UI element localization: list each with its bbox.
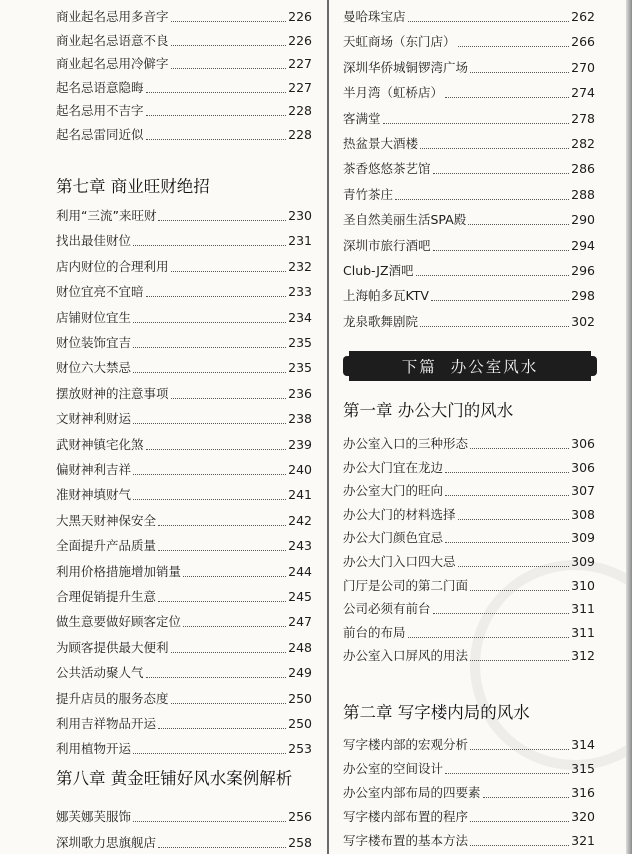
banner-right-cap (589, 356, 597, 376)
toc-entry-title: 偏财神利吉祥 (56, 462, 132, 477)
toc-entry-page: 290 (571, 212, 595, 228)
banner-bar (349, 351, 591, 381)
toc-entry-title: 起名忌语意隐晦 (56, 79, 144, 95)
dot-leader (483, 797, 570, 798)
dot-leader (146, 449, 287, 450)
dot-leader (133, 322, 286, 323)
toc-entry-page: 286 (571, 161, 595, 177)
toc-entry (56, 306, 312, 326)
toc-entry-title: 商业起名忌用冷僻字 (56, 56, 169, 72)
toc-entry-title: Club-JZ酒吧 (343, 263, 414, 278)
toc-entry-page: 311 (571, 624, 595, 640)
toc-entry-page: 294 (571, 237, 595, 253)
dot-leader (171, 45, 287, 46)
toc-entry-title: 客满堂 (343, 110, 381, 126)
toc-entry-page: 250 (288, 690, 312, 706)
toc-entry-title: 利用价格措施增加销量 (56, 563, 182, 579)
dot-leader (171, 703, 287, 704)
toc-entry-title: 商业起名忌用多音字 (56, 9, 169, 24)
dot-leader (458, 46, 570, 47)
toc-entry-page: 266 (571, 34, 595, 50)
toc-entry (56, 331, 312, 351)
toc-entry (343, 284, 595, 304)
toc-entry-title: 武财神镇宅化煞 (56, 436, 144, 452)
dot-leader (171, 398, 287, 399)
toc-entry-title: 起名忌用不吉字 (56, 103, 144, 119)
toc-entry (343, 432, 595, 452)
toc-entry-title: 公共活动聚人气 (56, 665, 144, 681)
dot-leader (158, 550, 286, 551)
toc-entry (56, 123, 312, 143)
banner-title: 办公室风水 (450, 358, 539, 376)
toc-entry-page: 232 (288, 258, 312, 274)
toc-entry-title: 写字楼内部的宏观分析 (343, 737, 469, 752)
column-divider (327, 0, 329, 854)
toc-entry-page: 314 (571, 737, 595, 752)
dot-leader (416, 275, 570, 276)
toc-entry-title: 利用“三流”来旺财 (56, 208, 157, 223)
dot-leader (470, 845, 569, 846)
dot-leader (133, 753, 286, 754)
dot-leader (470, 72, 569, 73)
toc-entry-page: 258 (288, 834, 312, 850)
toc-entry (56, 687, 312, 707)
toc-entry (56, 255, 312, 275)
toc-entry-title: 提升店员的服务态度 (56, 690, 169, 706)
dot-leader (171, 68, 287, 69)
dot-leader (470, 660, 569, 661)
toc-entry-page: 298 (571, 288, 595, 304)
dot-leader (183, 576, 286, 577)
toc-entry (343, 574, 595, 594)
chapter-heading: 第八章 黄金旺铺好风水案例解析 (56, 769, 293, 788)
toc-entry (56, 433, 312, 453)
toc-entry (343, 456, 595, 476)
toc-entry-title: 办公大门入口四大忌 (343, 554, 456, 569)
toc-entry-title: 公司必须有前台 (343, 601, 431, 617)
toc-entry-title: 曼哈珠宝店 (343, 9, 406, 24)
dot-leader (445, 97, 569, 98)
dot-leader (458, 566, 570, 567)
toc-entry-title: 起名忌雷同近似 (56, 127, 144, 142)
toc-entry-page: 247 (288, 614, 312, 630)
toc-entry-page: 243 (288, 538, 312, 554)
toc-entry (343, 30, 595, 50)
toc-entry-title: 做生意要做好顾客定位 (56, 614, 182, 630)
dot-leader (458, 519, 570, 520)
toc-entry (343, 310, 595, 330)
toc-entry-title: 店内财位的合理利用 (56, 258, 169, 274)
dot-leader (470, 448, 569, 449)
toc-entry-title: 深圳华侨城铜锣湾广场 (343, 59, 469, 75)
toc-entry (343, 597, 595, 617)
toc-entry-title: 办公大门宜在龙边 (343, 459, 444, 475)
dot-leader (431, 300, 569, 301)
toc-entry-title: 财位宜亮不宜暗 (56, 284, 144, 300)
toc-entry (56, 204, 312, 224)
toc-entry (343, 733, 595, 753)
dot-leader (445, 773, 569, 774)
toc-entry (343, 829, 595, 849)
toc-entry-page: 236 (288, 385, 312, 401)
toc-entry-page: 256 (288, 809, 312, 824)
toc-entry-title: 准财神填财气 (56, 487, 132, 503)
toc-entry (343, 183, 595, 203)
dot-leader (146, 296, 287, 297)
toc-entry (343, 208, 595, 228)
dot-leader (133, 474, 286, 475)
toc-entry (56, 661, 312, 681)
toc-entry-title: 合理促销提升生意 (56, 589, 157, 604)
dot-leader (470, 821, 569, 822)
toc-entry-title: 商业起名忌语意不良 (56, 32, 169, 48)
toc-entry (343, 259, 595, 279)
toc-entry-title: 为顾客提供最大便利 (56, 639, 169, 655)
toc-entry (56, 610, 312, 630)
toc-entry-title: 写字楼布置的基本方法 (343, 833, 469, 848)
dot-leader (171, 21, 287, 22)
toc-entry-page: 274 (571, 85, 595, 101)
dot-leader (470, 590, 569, 591)
toc-entry (343, 526, 595, 546)
toc-entry-page: 307 (571, 483, 595, 499)
toc-entry-page: 270 (571, 59, 595, 75)
toc-entry (56, 737, 312, 757)
dot-leader (171, 652, 287, 653)
toc-entry-page: 227 (288, 79, 312, 95)
toc-entry (343, 503, 595, 523)
dot-leader (146, 92, 287, 93)
toc-entry-page: 245 (288, 589, 312, 604)
toc-entry-title: 办公室入口的三种形态 (343, 436, 469, 451)
toc-entry-title: 天虹商场（东门店） (343, 34, 456, 50)
toc-entry-title: 龙泉歌舞剧院 (343, 313, 419, 329)
toc-entry-page: 312 (571, 648, 595, 664)
toc-entry (56, 407, 312, 427)
toc-entry-page: 315 (571, 761, 595, 776)
toc-entry (56, 712, 312, 732)
toc-entry-page: 227 (288, 56, 312, 72)
toc-entry (343, 781, 595, 801)
toc-entry-page: 238 (288, 411, 312, 427)
toc-entry-title: 财位六大禁忌 (56, 360, 132, 376)
dot-leader (433, 250, 570, 251)
toc-entry-page: 308 (571, 506, 595, 522)
dot-leader (420, 148, 569, 149)
toc-entry-title: 办公大门的材料选择 (343, 506, 456, 522)
toc-entry-title: 大黑天财神保安全 (56, 512, 157, 528)
toc-entry-title: 茶香悠悠茶艺馆 (343, 161, 431, 177)
dot-leader (158, 601, 286, 602)
toc-entry-title: 写字楼内部布置的程序 (343, 809, 469, 824)
toc-entry-page: 226 (288, 32, 312, 48)
toc-entry-page: 321 (571, 833, 595, 848)
toc-entry-title: 门厅是公司的第二门面 (343, 577, 469, 593)
toc-entry-page: 306 (571, 459, 595, 475)
toc-entry-title: 找出最佳财位 (56, 233, 132, 249)
toc-entry (56, 76, 312, 96)
toc-entry-page: 241 (288, 487, 312, 503)
toc-entry-title: 办公室内部布局的四要素 (343, 785, 481, 800)
chapter-heading: 第七章 商业旺财绝招 (56, 177, 210, 196)
toc-entry-page: 309 (571, 530, 595, 546)
dot-leader (146, 115, 287, 116)
dot-leader (183, 626, 286, 627)
dot-leader (408, 637, 570, 638)
toc-entry-title: 店铺财位宜生 (56, 309, 132, 325)
toc-entry (343, 757, 595, 777)
dot-leader (158, 220, 286, 221)
toc-entry (56, 29, 312, 49)
toc-entry-page: 278 (571, 110, 595, 126)
toc-entry-page: 248 (288, 639, 312, 655)
dot-leader (133, 499, 286, 500)
toc-entry-title: 上海帕多瓦KTV (343, 288, 429, 304)
toc-entry-page: 240 (288, 462, 312, 477)
toc-entry-page: 231 (288, 233, 312, 249)
toc-entry-page: 230 (288, 208, 312, 223)
toc-entry (56, 483, 312, 503)
dot-leader (470, 749, 569, 750)
toc-entry (56, 805, 312, 825)
dot-leader (158, 525, 286, 526)
toc-entry-page: 316 (571, 785, 595, 800)
toc-entry-title: 文财神利财运 (56, 411, 132, 427)
toc-entry (343, 805, 595, 825)
toc-entry (343, 234, 595, 254)
dot-leader (420, 326, 569, 327)
toc-entry (343, 132, 595, 152)
toc-entry (56, 560, 312, 580)
dot-leader (133, 423, 286, 424)
toc-entry-title: 娜芙娜芙服饰 (56, 809, 132, 824)
toc-entry-page: 296 (571, 263, 595, 278)
toc-entry (343, 621, 595, 641)
toc-entry (343, 479, 595, 499)
toc-entry (343, 81, 595, 101)
toc-entry (56, 5, 312, 25)
dot-leader (383, 123, 570, 124)
toc-entry (56, 509, 312, 529)
toc-entry-page: 320 (571, 809, 595, 824)
toc-entry-page: 253 (288, 741, 312, 757)
toc-entry-page: 239 (288, 436, 312, 452)
toc-entry-page: 235 (288, 335, 312, 350)
toc-entry-page: 309 (571, 554, 595, 569)
toc-entry (56, 52, 312, 72)
dot-leader (445, 472, 569, 473)
toc-entry (56, 356, 312, 376)
toc-entry-title: 摆放财神的注意事项 (56, 385, 169, 401)
toc-entry-page: 228 (288, 127, 312, 142)
toc-entry (56, 636, 312, 656)
toc-entry-title: 深圳市旅行酒吧 (343, 237, 431, 253)
toc-entry-title: 办公室大门的旺向 (343, 483, 444, 499)
toc-entry-title: 半月湾（虹桥店） (343, 85, 444, 101)
dot-leader (133, 372, 286, 373)
dot-leader (445, 495, 569, 496)
dot-leader (158, 847, 286, 848)
toc-entry-title: 深圳歌力思旗舰店 (56, 834, 157, 850)
toc-entry (56, 831, 312, 851)
toc-entry-title: 青竹茶庄 (343, 186, 394, 202)
banner-part-label: 下篇 (401, 358, 437, 376)
toc-entry-title: 办公大门颜色宜忌 (343, 530, 444, 546)
toc-entry-page: 228 (288, 103, 312, 119)
dot-leader (146, 677, 287, 678)
toc-entry-page: 226 (288, 9, 312, 24)
toc-entry-title: 热盆景大酒楼 (343, 136, 419, 151)
toc-entry (56, 458, 312, 478)
dot-leader (158, 728, 286, 729)
toc-entry-title: 前台的布局 (343, 624, 406, 640)
toc-entry-page: 262 (571, 9, 595, 24)
dot-leader (133, 245, 286, 246)
toc-entry-title: 利用植物开运 (56, 741, 132, 757)
toc-entry-page: 288 (571, 186, 595, 202)
dot-leader (133, 821, 286, 822)
toc-entry (343, 157, 595, 177)
toc-entry (343, 107, 595, 127)
toc-entry-page: 249 (288, 665, 312, 681)
toc-entry-title: 利用吉祥物品开运 (56, 716, 157, 731)
toc-entry (56, 585, 312, 605)
toc-entry-page: 302 (571, 313, 595, 329)
dot-leader (395, 199, 569, 200)
dot-leader (146, 139, 287, 140)
dot-leader (468, 224, 569, 225)
chapter-heading: 第二章 写字楼内局的风水 (343, 703, 530, 722)
page-edge-shadow (626, 0, 632, 854)
toc-entry (56, 382, 312, 402)
dot-leader (408, 21, 570, 22)
chapter-heading: 第一章 办公大门的风水 (343, 401, 514, 420)
toc-entry-title: 办公室入口屏风的用法 (343, 648, 469, 664)
toc-entry-page: 235 (288, 360, 312, 376)
toc-entry (343, 56, 595, 76)
part-banner (343, 350, 597, 382)
dot-leader (445, 542, 569, 543)
toc-entry-title: 全面提升产品质量 (56, 538, 157, 554)
toc-entry (56, 99, 312, 119)
toc-entry (56, 534, 312, 554)
toc-entry (343, 550, 595, 570)
toc-entry-title: 圣自然美丽生活SPA殿 (343, 212, 467, 228)
toc-entry (343, 5, 595, 25)
toc-entry-page: 233 (288, 284, 312, 300)
toc-entry-page: 310 (571, 577, 595, 593)
toc-entry-page: 234 (288, 309, 312, 325)
toc-entry-title: 财位装饰宜吉 (56, 335, 132, 350)
toc-entry-page: 242 (288, 512, 312, 528)
toc-entry-page: 306 (571, 436, 595, 451)
toc-entry (56, 229, 312, 249)
dot-leader (171, 271, 287, 272)
toc-entry-page: 282 (571, 136, 595, 151)
toc-entry (343, 644, 595, 664)
toc-entry-page: 244 (288, 563, 312, 579)
toc-entry-title: 办公室的空间设计 (343, 761, 444, 776)
toc-entry-page: 311 (571, 601, 595, 617)
dot-leader (433, 613, 570, 614)
dot-leader (433, 173, 570, 174)
dot-leader (133, 347, 286, 348)
toc-entry-page: 250 (288, 716, 312, 731)
toc-entry (56, 280, 312, 300)
